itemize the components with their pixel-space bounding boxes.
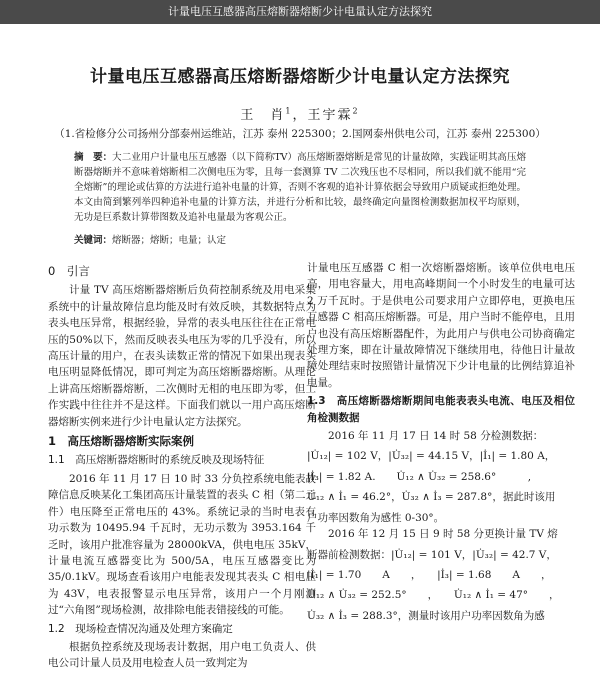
equation-3: U̇₁₂ ∧ İ₁ = 46.2°，U̇₃₂ ∧ İ₃ = 287.8°，据此时该用	[307, 491, 556, 504]
equation-6: U̇₁₂ ∧ U̇₃₂ = 252.5° ， U̇₁₂ ∧ İ₁ = 47° ，	[307, 589, 560, 602]
keywords-label: 关键词：	[74, 235, 113, 246]
section-1-1-heading: 1.1 高压熔断器熔断时的系统反映及现场特征	[48, 454, 265, 467]
right-paragraph-4: 2016 年 12 月 15 日 9 时 58 分更换计量 TV 熔	[328, 528, 558, 541]
section-1-3-heading: 1.3 高压熔断器熔断期间电能表表头电流、电压及相位角检测数据	[307, 395, 575, 424]
keywords	[74, 234, 526, 247]
right-paragraph-1: 计量电压互感器 C 相一次熔断器熔断。该单位供电电压高，用电容量大，用电高峰期间一个小时发生的电量可达 2 万千瓦时。于是供电公司要求用户立即停电，更换电压互感器 C 相高压熔断器。可是，用户当时不能停电，且用户也没有高压熔断器配件，为此用户与供电公司协商确定处理方案，即在计量故障情况下继续用电，待他日计量故障处理结束时按照错计量情况下少计电量的比例结算追补电量。	[307, 262, 575, 389]
affiliation: （1.省检修分公司扬州分部泰州运维站，江苏 泰州 225300；2.国网泰州供电公司，江苏 泰州 225300）	[54, 128, 546, 140]
right-paragraph-2: 2016 年 11 月 17 日 14 时 58 分检测数据：	[328, 430, 544, 443]
author-2: 王宇霖	[307, 108, 353, 123]
author-2-affil-mark: 2	[352, 106, 360, 116]
author-1-affil-mark: 1	[285, 106, 293, 116]
keywords-text: 熔断器；熔断；电量；认定	[112, 235, 227, 246]
section-1-2-heading: 1.2 现场检查情况沟通及处理方案确定	[48, 622, 233, 635]
abstract-label: 摘 要：	[74, 152, 113, 163]
abstract-text: 大二业用户计量电压互感器（以下简称TV）高压熔断器熔断是常见的计量故障，实践证明其高压熔断器熔断并不意味着熔断相二次侧电压为零，且每一套测算 TV 二次残压也不尽相同，所以我们就不能用“完全熔断”的理论或估算的方法进行追补电量的计算，否则不客观的追补计算依据会导致用户质疑或拒绝处理。本文由简到繁列举四种追补电量的计算方法，并进行分析和比较，最终确定向量图检测数据加权平均原则，无功是巨系数计算带图数及追补电量最为客观公正。	[74, 152, 526, 223]
equation-1: |U̇₁₂| = 102 V，|U̇₃₂| = 44.15 V，|İ₁| = 1.80 A，	[307, 450, 556, 463]
section-1-heading: 1 高压熔断器熔断实际案例	[48, 434, 195, 449]
author-separator: ，	[292, 108, 308, 123]
paper-title: 计量电压互感器高压熔断器熔断少计电量认定方法探究	[90, 67, 510, 87]
section-0-heading: 0 引言	[48, 264, 90, 278]
section-1-2-paragraph: 根据负控系统及现场表计数据，用户电工负责人、供电公司计量人员及用电检查人员一致判定为	[48, 640, 316, 670]
equation-5: |İ₁| = 1.70 A ， |İ₃| = 1.68 A ，	[307, 568, 552, 581]
running-header: 计量电压互感器高压熔断器熔断少计电量认定方法探究	[0, 0, 600, 24]
abstract	[74, 150, 526, 225]
left-column	[48, 260, 316, 672]
equation-4: 断器前检测数据：|U̇₁₂| = 101 V，|U̇₃₂| = 42.7 V，	[307, 548, 557, 561]
equation-7: U̇₃₂ ∧ İ₃ = 288.3°，测量时该用户功率因数角为感	[307, 609, 545, 622]
section-0-paragraph: 计量 TV 高压熔断器熔断后负荷控制系统及用电采集系统中的计量故障信息均能及时有效反映，其数据特点为表头电压异常，根据经验，异常的表头电压往往在正常电压的50%以下，然而反映表头电压为零的几乎没有，所以高压计量的用户，在表头读数正常的情况下如果出现表头电压明显降低情况，即可判定为高压熔断器熔断。从理论上讲高压熔断器熔断，二次侧时无相的电压即为零，但工作实践中往往并不是这样。下面我们就以一用户高压熔断器熔断实例来进行少计电量认定方法探究。	[48, 284, 316, 428]
section-1-1-paragraph: 2016 年 11 月 17 日 10 时 33 分负控系统电能表故障信息反映某化工集团高压计量装置的表头 C 相（第二元件）电压降至正常电压的 43%。系统记录的当时电表有功示数为 10495.94 千瓦时，无功示数为 3953.164 千乏时，该用户批准容量为 28000kVA，供电电压 35kV，计量电流互感器变比为 500/5A，电压互感器变比为 35/0.1kV。现场查看该用户电能表发现其表头 C 相电压为 43V，电表报警显示电压异常，该用户一个月刚测过“六角图”现场检测，故排除电能表错接线的可能。	[48, 472, 316, 617]
author-line	[0, 104, 600, 123]
right-paragraph-3: 户功率因数角为感性 0-30°。	[307, 511, 445, 524]
author-1: 王 肖	[240, 108, 286, 123]
equation-2: |İ₃| = 1.82 A. U̇₁₂ ∧ U̇₃₂ = 258.6° ,	[307, 470, 532, 483]
right-column	[307, 260, 575, 628]
